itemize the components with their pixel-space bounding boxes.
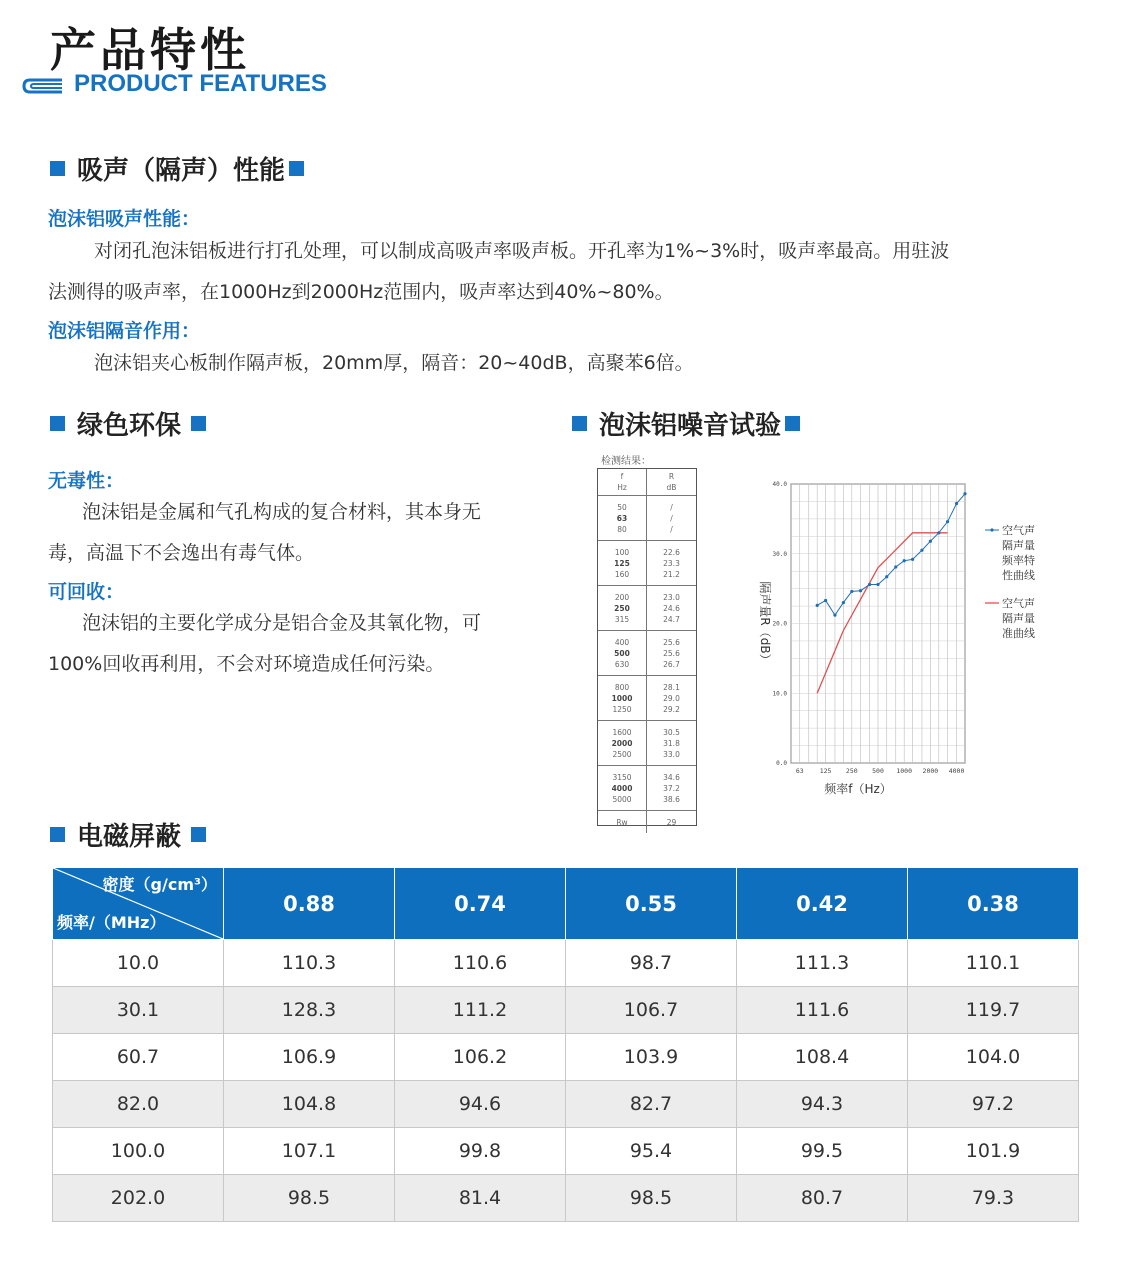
value-cell: 104.0 xyxy=(908,1034,1079,1081)
r-value: 23.0 xyxy=(663,592,680,602)
frequency-cell: 30.1 xyxy=(53,987,224,1034)
legend-label: 隔声量 xyxy=(1002,539,1035,552)
r-value: 23.3 xyxy=(663,558,680,568)
square-bullet-icon xyxy=(191,827,206,842)
value-cell: 97.2 xyxy=(908,1081,1079,1128)
legend-label: 空气声 xyxy=(1002,524,1035,537)
sound-heading xyxy=(50,150,304,187)
emi-header-row xyxy=(53,868,1079,940)
x-tick-label: 63 xyxy=(795,767,804,775)
r-value: 37.2 xyxy=(663,783,680,793)
data-point xyxy=(894,565,897,568)
sound-heading-text: 吸声（隔声）性能 xyxy=(77,156,286,186)
freq-value: 3150 xyxy=(612,772,632,782)
value-cell: 111.3 xyxy=(737,940,908,987)
value-cell: 111.2 xyxy=(395,987,566,1034)
noise-table-group xyxy=(598,586,696,631)
data-point xyxy=(824,599,827,602)
square-bullet-icon xyxy=(572,416,587,431)
density-header: 0.55 xyxy=(566,868,737,940)
r-value: 29.0 xyxy=(663,693,680,703)
frequency-cell: 82.0 xyxy=(53,1081,224,1128)
r-value: 26.7 xyxy=(663,659,680,669)
r-value: 24.6 xyxy=(663,603,680,613)
r-value: 28.1 xyxy=(663,682,680,692)
noise-table-group xyxy=(598,721,696,766)
value-cell: 94.3 xyxy=(737,1081,908,1128)
value-cell: 111.6 xyxy=(737,987,908,1034)
r-value: 25.6 xyxy=(663,637,680,647)
r-value: 33.0 xyxy=(663,749,680,759)
nontoxic-text-2: 毒，高温下不会逸出有毒气体。 xyxy=(48,542,315,564)
freq-value: 1250 xyxy=(612,704,632,714)
noise-table-group xyxy=(598,541,696,586)
data-point xyxy=(911,558,914,561)
r-value: 30.5 xyxy=(663,727,680,737)
value-cell: 98.5 xyxy=(566,1175,737,1222)
value-cell: 95.4 xyxy=(566,1128,737,1175)
r-value: 34.6 xyxy=(663,772,680,782)
value-cell: 98.5 xyxy=(224,1175,395,1222)
r-value: 21.2 xyxy=(663,569,680,579)
r-value: 29.2 xyxy=(663,704,680,714)
freq-value: 2500 xyxy=(612,749,632,759)
recycle-title: 可回收： xyxy=(48,581,125,603)
value-cell: 119.7 xyxy=(908,987,1079,1034)
value-cell: 99.8 xyxy=(395,1128,566,1175)
nontoxic-title: 无毒性： xyxy=(48,470,125,492)
value-cell: 81.4 xyxy=(395,1175,566,1222)
table-caption: 检测结果： xyxy=(601,456,651,467)
data-point xyxy=(859,589,862,592)
rw-row xyxy=(598,811,696,833)
green-heading-text: 绿色环保 xyxy=(77,411,182,441)
value-cell: 110.3 xyxy=(224,940,395,987)
y-tick-label: 20.0 xyxy=(772,620,787,628)
r-value: 25.6 xyxy=(663,648,680,658)
value-cell: 79.3 xyxy=(908,1175,1079,1222)
freq-value: 800 xyxy=(614,682,630,692)
value-cell: 98.7 xyxy=(566,940,737,987)
noise-table-group xyxy=(598,676,696,721)
absorb-text-1: 对闭孔泡沫铝板进行打孔处理，可以制成高吸声率吸声板。开孔率为1%~3%时，吸声率最高。用驻波 xyxy=(94,240,950,262)
freq-value: 5000 xyxy=(612,794,632,804)
page-title: 产品特性 xyxy=(50,23,250,77)
rw-label: Rw xyxy=(616,817,628,827)
value-cell: 110.1 xyxy=(908,940,1079,987)
density-header: 0.88 xyxy=(224,868,395,940)
data-point xyxy=(876,583,879,586)
col-f-label: f xyxy=(620,472,624,481)
data-point xyxy=(842,601,845,604)
page-subtitle: PRODUCT FEATURES xyxy=(74,70,327,97)
square-bullet-icon xyxy=(191,416,206,431)
data-point xyxy=(903,559,906,562)
freq-value: 160 xyxy=(614,569,630,579)
table-row xyxy=(53,1034,1079,1081)
r-value: / xyxy=(670,502,673,512)
noise-table-group xyxy=(598,766,696,811)
noise-chart xyxy=(745,458,1085,798)
value-cell: 128.3 xyxy=(224,987,395,1034)
noise-table-header xyxy=(598,469,696,496)
density-header: 0.42 xyxy=(737,868,908,940)
r-value: / xyxy=(670,524,673,534)
col-r-unit: dB xyxy=(666,483,677,492)
x-tick-label: 1000 xyxy=(896,767,913,775)
emi-heading-text: 电磁屏蔽 xyxy=(77,822,182,852)
corner-bottom-label: 频率/（MHz） xyxy=(57,913,166,932)
legend-label: 性曲线 xyxy=(1002,569,1035,582)
legend-label: 频率特 xyxy=(1002,554,1035,567)
data-point xyxy=(833,614,836,617)
emi-table xyxy=(52,867,1079,1222)
corner-cell xyxy=(53,868,224,940)
freq-value: 80 xyxy=(617,524,627,534)
value-cell: 106.7 xyxy=(566,987,737,1034)
noise-table-group xyxy=(598,631,696,676)
data-point xyxy=(955,502,958,505)
col-r-label: R xyxy=(668,472,675,481)
frequency-cell: 202.0 xyxy=(53,1175,224,1222)
value-cell: 101.9 xyxy=(908,1128,1079,1175)
noise-heading xyxy=(572,405,800,442)
legend-marker xyxy=(990,528,993,531)
frequency-cell: 100.0 xyxy=(53,1128,224,1175)
value-cell: 104.8 xyxy=(224,1081,395,1128)
value-cell: 94.6 xyxy=(395,1081,566,1128)
recycle-text-1: 泡沫铝的主要化学成分是铝合金及其氧化物，可 xyxy=(82,612,482,634)
data-point xyxy=(920,549,923,552)
r-value: / xyxy=(670,513,673,523)
x-tick-label: 2000 xyxy=(922,767,939,775)
table-row xyxy=(53,987,1079,1034)
r-value: 22.6 xyxy=(663,547,680,557)
corner-top-label: 密度（g/cm³） xyxy=(102,875,217,894)
y-tick-label: 10.0 xyxy=(772,690,787,698)
noise-table-group xyxy=(598,496,696,541)
value-cell: 103.9 xyxy=(566,1034,737,1081)
freq-value: 50 xyxy=(617,502,627,512)
density-header: 0.74 xyxy=(395,868,566,940)
x-tick-label: 250 xyxy=(845,767,858,775)
freq-value: 1600 xyxy=(612,727,632,737)
recycle-text-2: 100%回收再利用，不会对环境造成任何污染。 xyxy=(48,653,445,675)
frequency-cell: 60.7 xyxy=(53,1034,224,1081)
emi-heading xyxy=(50,816,206,853)
square-bullet-icon xyxy=(50,161,65,176)
data-point xyxy=(929,540,932,543)
y-axis-label: 隔声量R（dB） xyxy=(758,581,772,666)
freq-value: 630 xyxy=(614,659,630,669)
value-cell: 107.1 xyxy=(224,1128,395,1175)
table-row xyxy=(53,1128,1079,1175)
value-cell: 82.7 xyxy=(566,1081,737,1128)
freq-value: 315 xyxy=(614,614,630,624)
frequency-cell: 10.0 xyxy=(53,940,224,987)
legend-label: 空气声 xyxy=(1002,597,1035,610)
data-point xyxy=(885,575,888,578)
freq-value: 400 xyxy=(614,637,630,647)
x-axis-label: 频率f（Hz） xyxy=(824,782,892,796)
square-bullet-icon xyxy=(785,416,800,431)
r-value: 38.6 xyxy=(663,794,680,804)
square-bullet-icon xyxy=(50,416,65,431)
table-row xyxy=(53,1081,1079,1128)
x-tick-label: 500 xyxy=(872,767,884,775)
freq-value: 100 xyxy=(614,547,630,557)
freq-value: 250 xyxy=(614,603,630,613)
data-point xyxy=(850,590,853,593)
absorb-title: 泡沫铝吸声性能： xyxy=(48,208,201,230)
freq-value: 125 xyxy=(614,558,630,568)
freq-value: 4000 xyxy=(611,783,633,793)
legend-label: 隔声量 xyxy=(1002,612,1035,625)
data-point xyxy=(816,604,819,607)
data-point xyxy=(868,583,871,586)
freq-value: 1000 xyxy=(611,693,633,703)
r-value: 24.7 xyxy=(663,614,680,624)
value-cell: 80.7 xyxy=(737,1175,908,1222)
value-cell: 99.5 xyxy=(737,1128,908,1175)
value-cell: 106.9 xyxy=(224,1034,395,1081)
rw-value: 29 xyxy=(666,817,677,827)
freq-value: 200 xyxy=(614,592,630,602)
data-point xyxy=(946,520,949,523)
table-row xyxy=(53,1175,1079,1222)
noise-data-table xyxy=(597,468,697,826)
value-cell: 106.2 xyxy=(395,1034,566,1081)
r-value: 31.8 xyxy=(663,738,680,748)
legend-label: 准曲线 xyxy=(1002,627,1035,640)
y-tick-label: 40.0 xyxy=(772,481,787,488)
freq-value: 500 xyxy=(614,648,630,658)
double-arrow-icon xyxy=(22,76,66,96)
insulation-title: 泡沫铝隔音作用： xyxy=(48,320,201,342)
insulation-text: 泡沫铝夹心板制作隔声板，20mm厚，隔音：20~40dB，高聚苯6倍。 xyxy=(94,352,694,374)
green-heading xyxy=(50,405,206,442)
square-bullet-icon xyxy=(289,161,304,176)
absorb-text-2: 法测得的吸声率，在1000Hz到2000Hz范围内，吸声率达到40%~80%。 xyxy=(48,281,674,303)
nontoxic-text-1: 泡沫铝是金属和气孔构成的复合材料，其本身无 xyxy=(82,501,482,523)
freq-value: 63 xyxy=(616,513,628,523)
y-tick-label: 30.0 xyxy=(772,550,787,558)
y-tick-label: 0.0 xyxy=(776,760,787,767)
density-header: 0.38 xyxy=(908,868,1079,940)
data-point xyxy=(963,492,966,495)
x-tick-label: 125 xyxy=(819,767,832,775)
x-tick-label: 4000 xyxy=(948,767,965,775)
data-point xyxy=(937,531,940,534)
value-cell: 110.6 xyxy=(395,940,566,987)
value-cell: 108.4 xyxy=(737,1034,908,1081)
table-row xyxy=(53,940,1079,987)
noise-heading-text: 泡沫铝噪音试验 xyxy=(599,411,782,441)
col-f-unit: Hz xyxy=(617,483,627,492)
freq-value: 2000 xyxy=(611,738,633,748)
square-bullet-icon xyxy=(50,827,65,842)
